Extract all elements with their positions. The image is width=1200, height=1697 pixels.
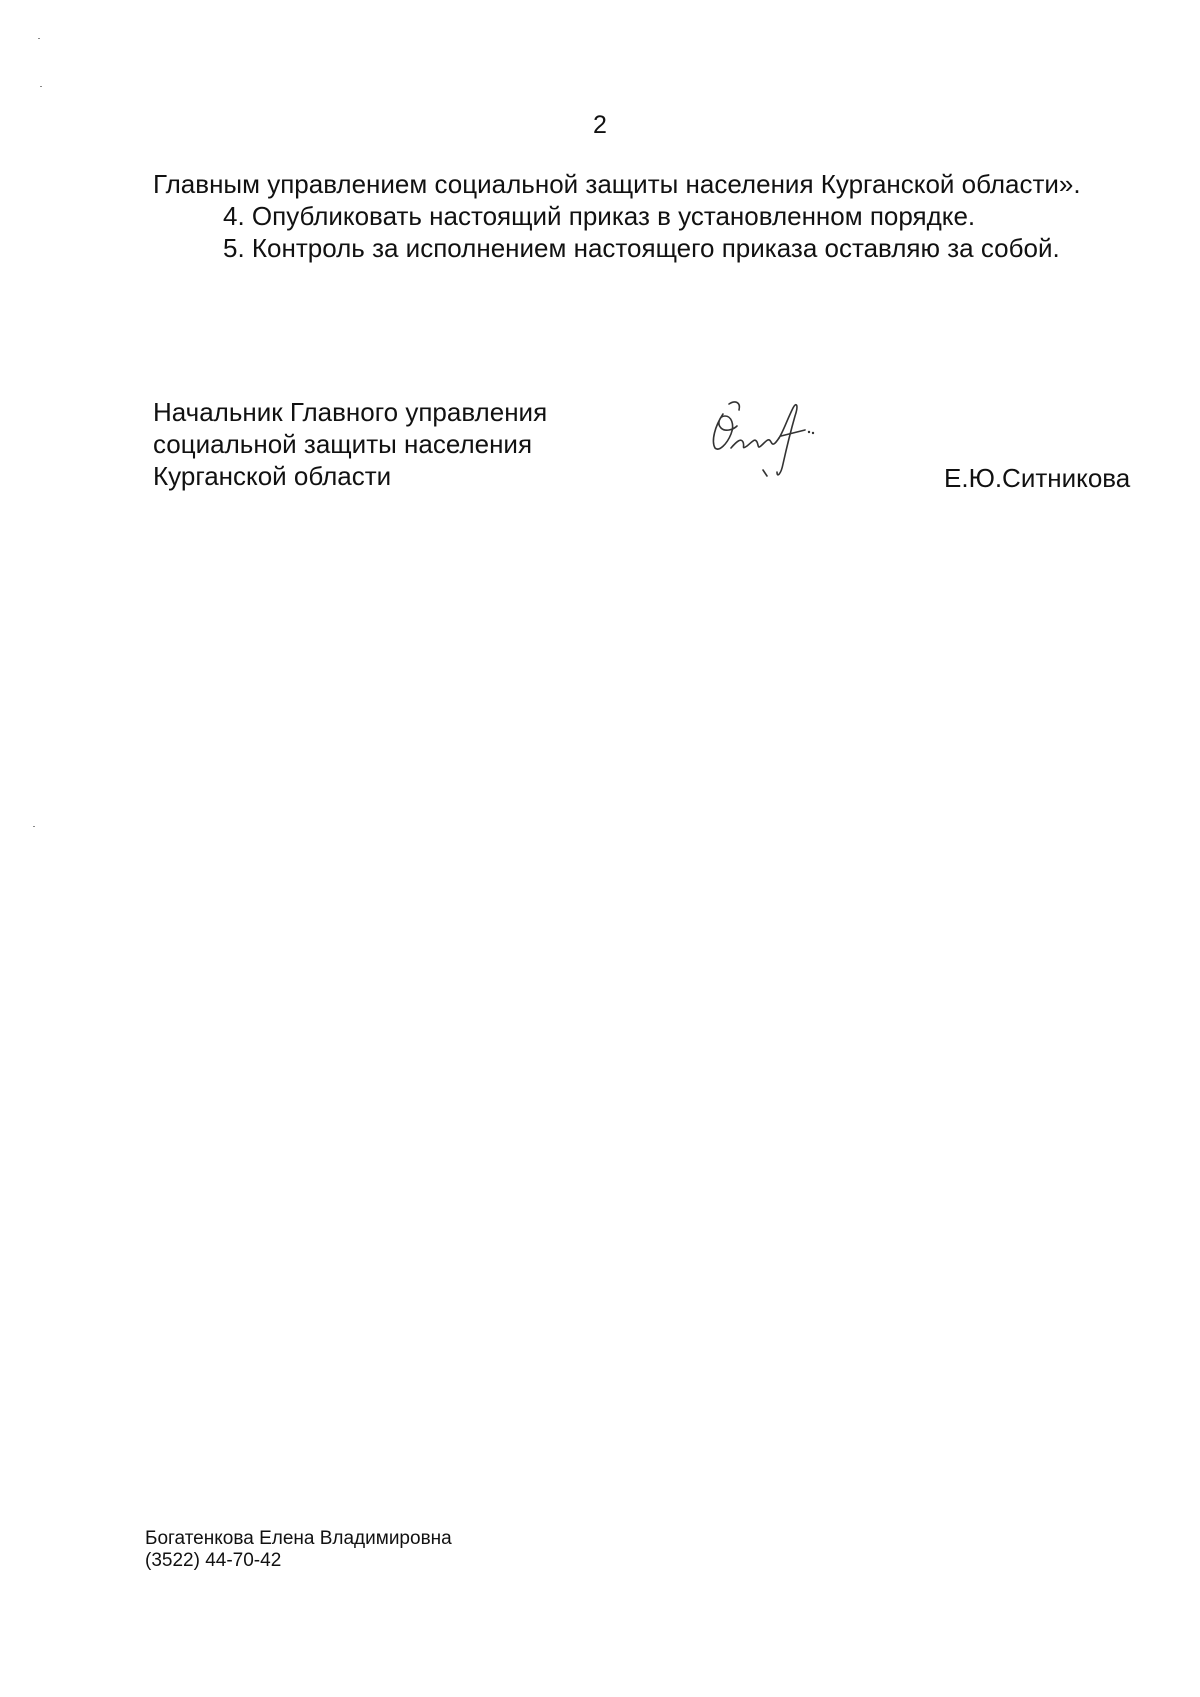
list-item-publish: 4. Опубликовать настоящий приказ в установленном порядке.	[223, 201, 976, 231]
signature-block	[153, 396, 1153, 526]
scan-speck	[40, 86, 42, 87]
executor-phone: (3522) 44-70-42	[145, 1550, 282, 1571]
continued-paragraph: Главным управлением социальной защиты населения Курганской области».	[153, 169, 1081, 199]
handwritten-signature	[701, 386, 831, 496]
executor-name: Богатенкова Елена Владимировна	[145, 1528, 452, 1549]
list-item-control: 5. Контроль за исполнением настоящего приказа оставляю за собой.	[223, 233, 1060, 263]
signer-position-line: Начальник Главного управления	[153, 397, 548, 427]
scan-speck	[38, 38, 40, 39]
page-number: 2	[593, 111, 607, 139]
document-body	[153, 168, 1153, 264]
signer-position-line: Курганской области	[153, 461, 392, 491]
signer-name: Е.Ю.Ситникова	[944, 463, 1131, 493]
scan-speck	[33, 826, 35, 827]
signer-position	[153, 396, 547, 492]
executor-info	[145, 1528, 452, 1572]
signer-position-line: социальной защиты населения	[153, 429, 533, 459]
